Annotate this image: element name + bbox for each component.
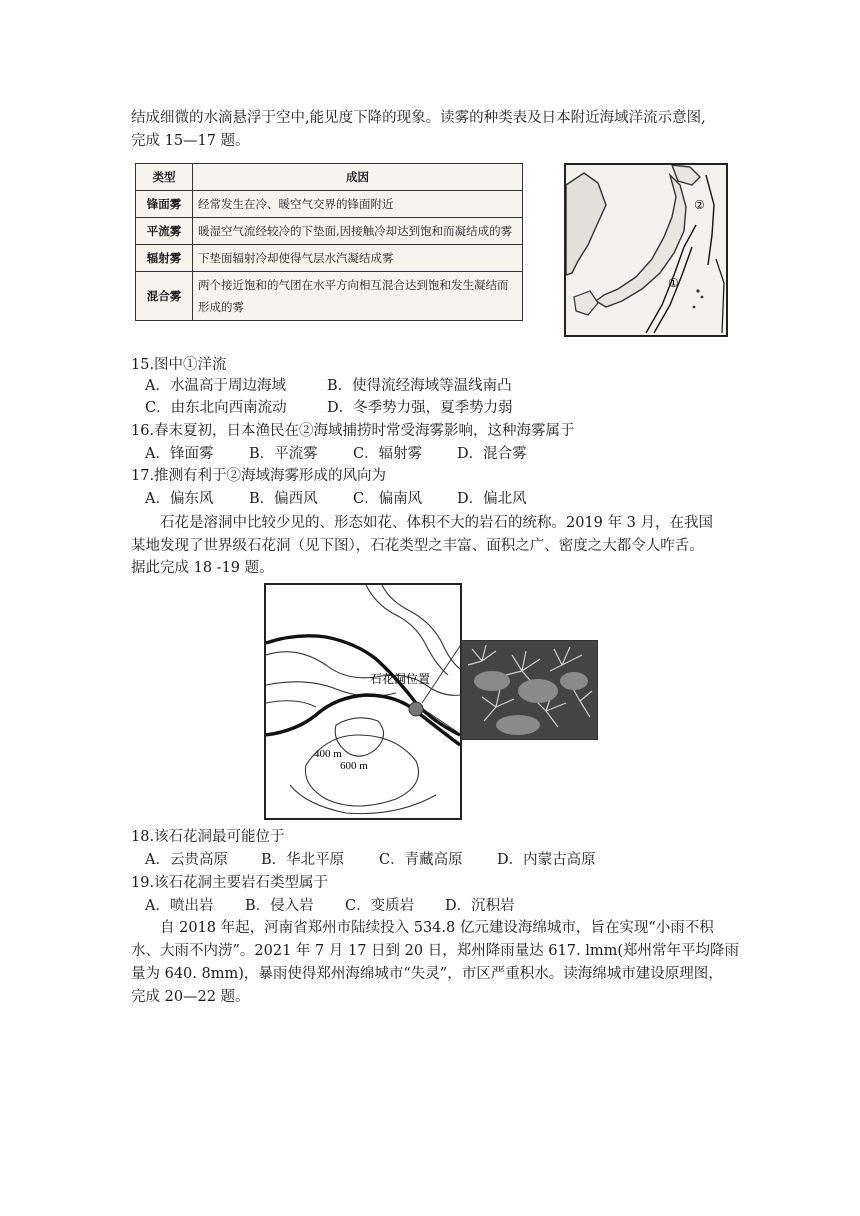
q17-option-a[interactable]: A．偏东风 xyxy=(145,491,214,507)
q15-options-row-1 xyxy=(145,376,512,396)
q19-option-a[interactable]: A．喷出岩 xyxy=(145,898,214,914)
passage2-line-1: 石花是溶洞中比较少见的、形态如花、体积不大的岩石的统称。2019 年 3 月，在我国 xyxy=(160,515,713,531)
contour-label-600: 600 m xyxy=(340,760,368,772)
japan-map-drawing xyxy=(566,165,726,335)
q18-option-b[interactable]: B．华北平原 xyxy=(261,852,345,868)
intro-line-2: 完成 15—17 题。 xyxy=(131,133,250,149)
fog-type: 辐射雾 xyxy=(136,245,193,272)
q18-options-row xyxy=(145,850,596,870)
cave-map-drawing xyxy=(266,585,460,818)
table-row xyxy=(136,272,523,321)
q16-stem: 16.春末夏初，日本渔民在②海域捕捞时常受海雾影响，这种海雾属于 xyxy=(131,423,575,439)
q19-stem: 19.该石花洞主要岩石类型属于 xyxy=(131,875,329,891)
current-label-1: ① xyxy=(668,276,679,290)
fog-type-table xyxy=(135,163,523,321)
table-row xyxy=(136,218,523,245)
fog-cause: 经常发生在冷、暖空气交界的锋面附近 xyxy=(193,191,523,218)
fog-type: 平流雾 xyxy=(136,218,193,245)
q16-options-row xyxy=(145,444,527,464)
q18-option-a[interactable]: A．云贵高原 xyxy=(145,852,228,868)
q15-option-c[interactable]: C．由东北向西南流动 xyxy=(145,400,287,416)
current-label-2: ② xyxy=(694,198,705,212)
q15-option-a[interactable]: A．水温高于周边海域 xyxy=(145,378,286,394)
passage2-line-2: 某地发现了世界级石花洞（见下图），石花类型之丰富、面积之广、密度之大都令人咋舌。 xyxy=(131,538,704,554)
q19-option-c[interactable]: C．变质岩 xyxy=(345,898,415,914)
table-header-cause: 成因 xyxy=(193,164,523,191)
fog-cause: 暖湿空气流经较冷的下垫面,因接触冷却达到饱和而凝结成的雾 xyxy=(193,218,523,245)
q15-option-d[interactable]: D．冬季势力强，夏季势力弱 xyxy=(327,400,513,416)
q16-option-b[interactable]: B．平流雾 xyxy=(249,446,318,462)
passage2-line-3: 据此完成 18 -19 题。 xyxy=(131,560,274,576)
q18-option-d[interactable]: D．内蒙古高原 xyxy=(497,852,596,868)
q18-option-c[interactable]: C．青藏高原 xyxy=(379,852,463,868)
q17-options-row xyxy=(145,489,527,509)
q17-option-c[interactable]: C．偏南风 xyxy=(353,491,423,507)
q19-option-b[interactable]: B．侵入岩 xyxy=(245,898,314,914)
q16-option-d[interactable]: D．混合雾 xyxy=(457,446,527,462)
q15-stem: 15.图中①洋流 xyxy=(131,357,227,373)
stone-flower-photo xyxy=(461,640,598,740)
q18-stem: 18.该石花洞最可能位于 xyxy=(131,829,285,845)
cave-location-dot xyxy=(409,702,423,716)
fog-cause: 下垫面辐射冷却使得气层水汽凝结成雾 xyxy=(193,245,523,272)
q19-options-row xyxy=(145,896,515,916)
table-header-type: 类型 xyxy=(136,164,193,191)
q17-stem: 17.推测有利于②海域海雾形成的风向为 xyxy=(131,468,387,484)
q16-option-a[interactable]: A．锋面雾 xyxy=(145,446,214,462)
table-header-row xyxy=(136,164,523,191)
q17-option-d[interactable]: D．偏北风 xyxy=(457,491,527,507)
passage3-line-3: 量为 640. 8mm)，暴雨使得郑州海绵城市“失灵”，市区严重积水。读海绵城市建设原理图， xyxy=(131,966,723,982)
q16-option-c[interactable]: C．辐射雾 xyxy=(353,446,423,462)
fog-cause: 两个接近饱和的气团在水平方向相互混合达到饱和发生凝结而形成的雾 xyxy=(193,272,523,321)
q17-option-b[interactable]: B．偏西风 xyxy=(249,491,318,507)
q19-option-d[interactable]: D．沉积岩 xyxy=(445,898,515,914)
passage3-line-2: 水、大雨不内涝”。2021 年 7 月 17 日到 20 日，郑州降雨量达 617. lmm(郑州常年平均降雨 xyxy=(131,943,739,959)
q15-option-b[interactable]: B．使得流经海域等温线南凸 xyxy=(327,378,512,394)
table-row xyxy=(136,245,523,272)
q15-options-row-2 xyxy=(145,398,513,418)
passage3-line-4: 完成 20—22 题。 xyxy=(131,989,250,1005)
intro-line-1: 结成细微的水滴悬浮于空中,能见度下降的现象。读雾的种类表及日本附近海域洋流示意图, xyxy=(131,110,706,126)
cave-location-label: 石花洞位置 xyxy=(370,672,431,686)
table-row xyxy=(136,191,523,218)
fog-type: 混合雾 xyxy=(136,272,193,321)
japan-current-map xyxy=(564,163,728,337)
contour-label-400: 400 m xyxy=(314,748,342,760)
stone-flower-cave-map xyxy=(264,583,462,820)
fog-type: 锋面雾 xyxy=(136,191,193,218)
passage3-line-1: 自 2018 年起，河南省郑州市陆续投入 534.8 亿元建设海绵城市，旨在实现“小雨不积 xyxy=(160,920,714,936)
